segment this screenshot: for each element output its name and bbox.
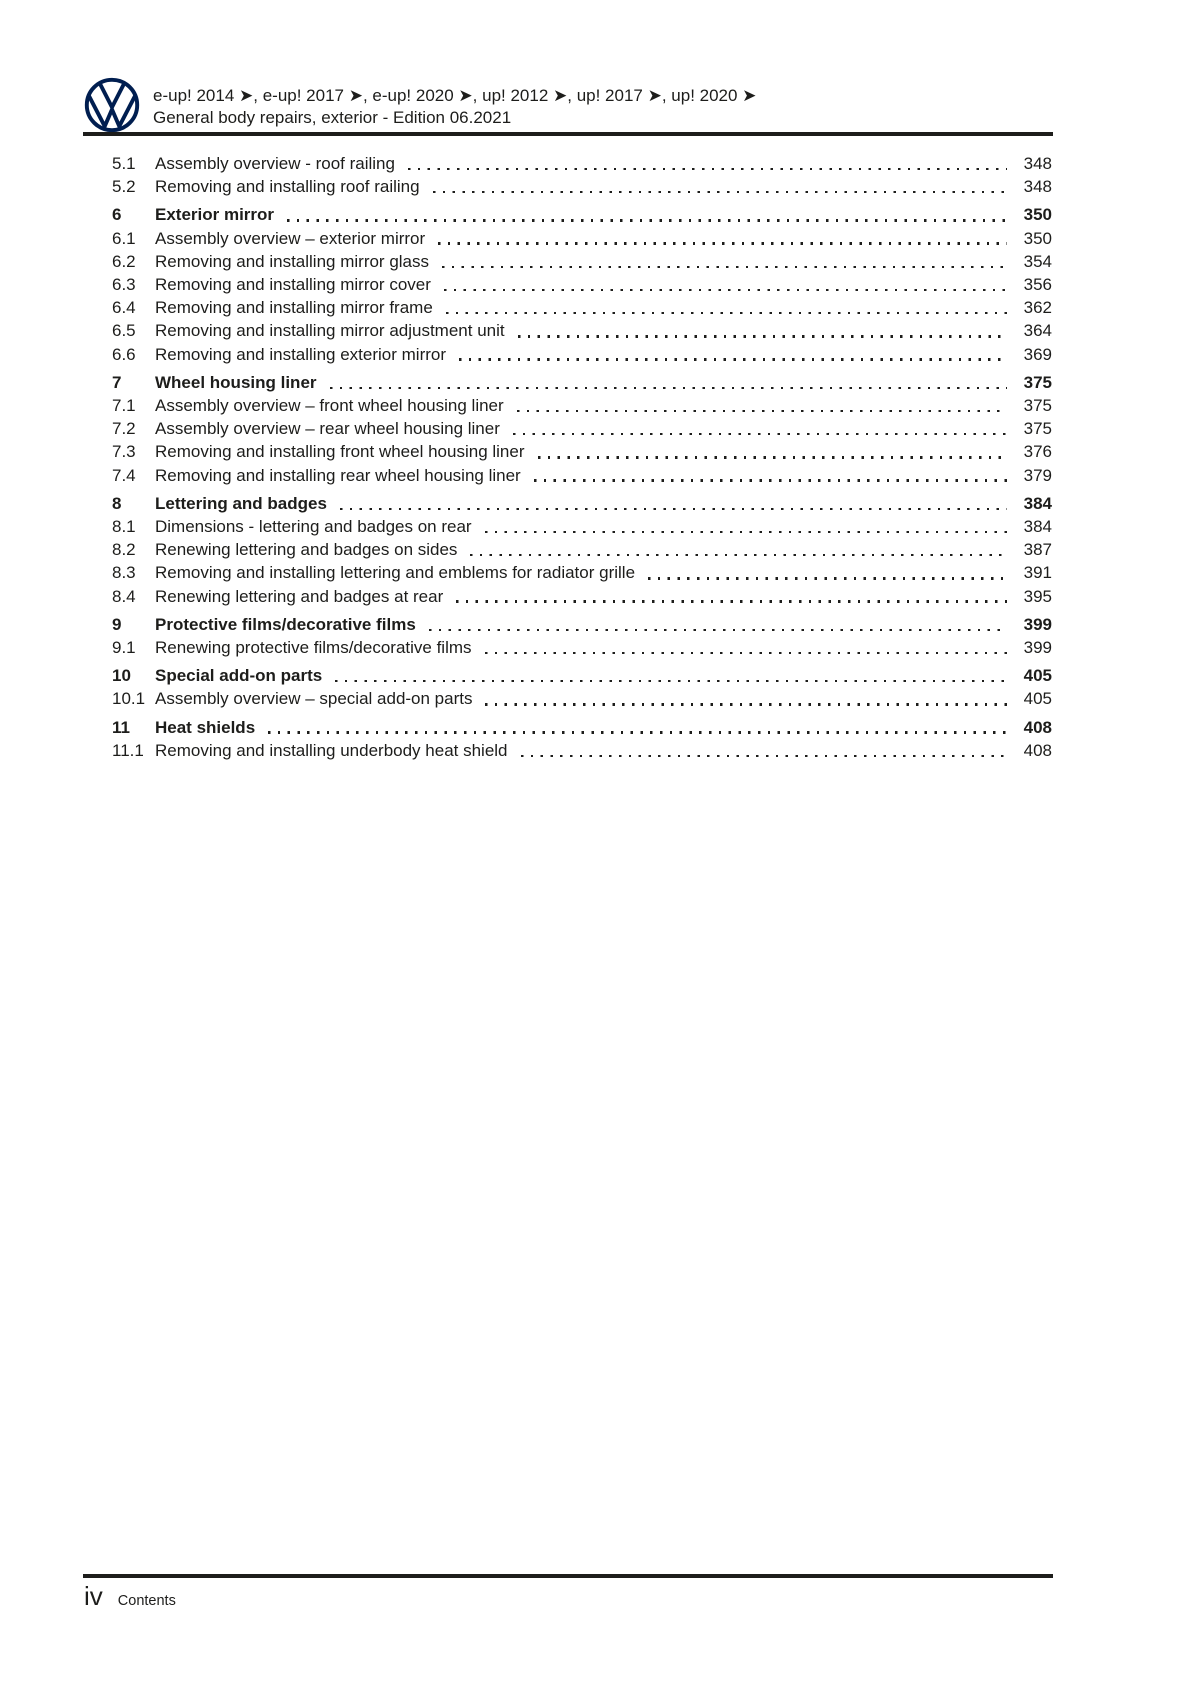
toc-dot-leader [513, 433, 1007, 435]
toc-dot-leader [408, 168, 1007, 170]
toc-entry-page: 405 [1023, 666, 1052, 686]
toc-entry-number: 8.4 [112, 586, 136, 606]
toc-entry-title: Removing and installing underbody heat shield [155, 740, 508, 760]
toc-entry-title: Removing and installing mirror cover [155, 275, 431, 295]
toc-entry-number: 7.1 [112, 396, 136, 416]
toc-entry-page: 362 [1023, 298, 1052, 318]
toc-entry-page: 405 [1023, 689, 1052, 709]
toc-entry-page: 375 [1023, 372, 1052, 392]
toc-entry [84, 492, 1052, 515]
toc-entry-page: 395 [1023, 586, 1052, 606]
toc-dot-leader [335, 680, 1007, 682]
toc-entry [84, 515, 1052, 538]
toc-entry-title: Removing and installing mirror frame [155, 298, 433, 318]
toc-entry-title: Renewing protective films/decorative films [155, 638, 472, 658]
footer-page-number: iv [84, 1581, 103, 1611]
toc-entry-page: 391 [1023, 563, 1052, 583]
toc-entry [84, 343, 1052, 366]
toc-entry-number: 6 [112, 205, 122, 225]
toc-entry-page: 399 [1023, 638, 1052, 658]
toc-dot-leader [470, 554, 1007, 556]
toc-entry-title: Special add-on parts [155, 666, 323, 686]
toc-entry-title: Removing and installing mirror glass [155, 251, 430, 271]
toc-dot-leader [446, 312, 1007, 314]
toc-entry [84, 739, 1052, 762]
toc-entry-title: Protective films/decorative films [155, 614, 416, 634]
toc-entry-title: Assembly overview – rear wheel housing liner [155, 419, 500, 439]
toc-dot-leader [438, 242, 1007, 244]
toc-dot-leader [330, 387, 1007, 389]
toc-entry-number: 6.6 [112, 344, 136, 364]
toc-entry-title: Assembly overview – front wheel housing liner [155, 396, 504, 416]
toc-entry [84, 250, 1052, 273]
toc-entry-title: Assembly overview – exterior mirror [155, 228, 426, 248]
toc-dot-leader [521, 755, 1007, 757]
toc-entry-number: 9.1 [112, 638, 136, 658]
toc-dot-leader [456, 600, 1007, 602]
header-rule [83, 132, 1053, 136]
toc-entry-title: Removing and installing front wheel housing liner [155, 442, 525, 462]
toc-entry-page: 375 [1023, 396, 1052, 416]
toc-entry-number: 11.1 [112, 740, 144, 760]
toc-entry [84, 319, 1052, 342]
toc-entry [84, 371, 1052, 394]
toc-entry [84, 561, 1052, 584]
toc-entry-number: 11 [112, 717, 130, 737]
toc-entry [84, 538, 1052, 561]
toc-dot-leader [459, 358, 1007, 360]
toc-dot-leader [517, 410, 1007, 412]
toc-entry-page: 375 [1023, 419, 1052, 439]
toc-dot-leader [442, 266, 1007, 268]
toc-entry [84, 440, 1052, 463]
table-of-contents [84, 152, 1052, 762]
toc-entry-page: 376 [1023, 442, 1052, 462]
toc-entry-number: 6.4 [112, 298, 136, 318]
toc-entry-number: 6.1 [112, 228, 136, 248]
toc-entry-title: Assembly overview – special add-on parts [155, 689, 473, 709]
toc-entry-title: Dimensions - lettering and badges on rear [155, 517, 472, 537]
header-edition-line: General body repairs, exterior - Edition 06.2021 [153, 107, 512, 127]
toc-dot-leader [287, 219, 1007, 221]
toc-entry [84, 464, 1052, 487]
toc-entry-page: 384 [1023, 493, 1052, 513]
toc-dot-leader [538, 456, 1008, 458]
toc-entry-page: 350 [1023, 228, 1052, 248]
toc-dot-leader [485, 531, 1007, 533]
toc-entry-page: 348 [1023, 154, 1052, 173]
toc-dot-leader [340, 508, 1007, 510]
toc-entry-number: 8.1 [112, 517, 136, 537]
toc-entry-page: 387 [1023, 540, 1052, 560]
toc-dot-leader [518, 335, 1007, 337]
toc-entry-title: Removing and installing roof railing [155, 177, 420, 197]
toc-entry-title: Removing and installing mirror adjustment unit [155, 321, 505, 341]
toc-dot-leader [534, 479, 1007, 481]
toc-entry-number: 7.4 [112, 465, 136, 485]
toc-entry-number: 8.2 [112, 540, 136, 560]
toc-entry-number: 5.2 [112, 177, 136, 197]
toc-entry-title: Heat shields [155, 717, 256, 737]
toc-entry-number: 7 [112, 372, 122, 392]
toc-dot-leader [648, 577, 1007, 579]
toc-entry-page: 348 [1023, 177, 1052, 197]
toc-entry-title: Exterior mirror [155, 205, 275, 225]
toc-entry [84, 227, 1052, 250]
toc-entry-page: 408 [1023, 740, 1052, 760]
toc-entry-title: Removing and installing rear wheel housing liner [155, 465, 521, 485]
toc-entry-page: 350 [1023, 205, 1052, 225]
toc-entry-title: Wheel housing liner [155, 372, 317, 392]
toc-entry-title: Lettering and badges [155, 493, 327, 513]
toc-dot-leader [429, 629, 1007, 631]
toc-dot-leader [268, 731, 1007, 733]
toc-dot-leader [485, 652, 1007, 654]
toc-entry-title: Renewing lettering and badges on sides [155, 540, 458, 560]
toc-entry-page: 364 [1023, 321, 1052, 341]
toc-entry [84, 152, 1052, 175]
toc-entry-page: 356 [1023, 275, 1052, 295]
toc-entry [84, 175, 1052, 198]
toc-entry-title: Removing and installing exterior mirror [155, 344, 447, 364]
toc-entry-number: 7.2 [112, 419, 136, 439]
toc-entry-title: Removing and installing lettering and emblems for radiator grille [155, 563, 636, 583]
toc-entry-number: 10 [112, 666, 131, 686]
toc-dot-leader [444, 289, 1007, 291]
toc-entry-page: 369 [1023, 344, 1052, 364]
toc-entry-number: 9 [112, 614, 122, 634]
toc-entry-number: 6.3 [112, 275, 136, 295]
toc-entry-number: 5.1 [112, 154, 136, 173]
toc-entry-number: 6.2 [112, 251, 136, 271]
toc-entry-number: 10.1 [112, 689, 146, 709]
footer-rule [83, 1574, 1053, 1578]
toc-entry-number: 7.3 [112, 442, 136, 462]
footer-contents-label: Contents [117, 1593, 176, 1609]
toc-entry-number: 8.3 [112, 563, 136, 583]
toc-entry-number: 6.5 [112, 321, 136, 341]
page-header [84, 76, 1052, 133]
header-text [153, 76, 756, 128]
header-model-line: e-up! 2014 ➤, e-up! 2017 ➤, e-up! 2020 ➤, up! 2012 ➤, up! 2017 ➤, up! 2020 ➤ [153, 86, 757, 105]
toc-entry [84, 417, 1052, 440]
toc-entry [84, 273, 1052, 296]
toc-entry [84, 687, 1052, 710]
toc-entry [84, 296, 1052, 319]
toc-dot-leader [433, 191, 1007, 193]
toc-entry-page: 354 [1023, 251, 1052, 271]
toc-dot-leader [485, 703, 1007, 705]
toc-entry-page: 384 [1023, 517, 1052, 537]
toc-entry [84, 664, 1052, 687]
toc-entry-page: 408 [1023, 717, 1052, 737]
toc-entry [84, 716, 1052, 739]
toc-entry-title: Assembly overview - roof railing [155, 154, 395, 173]
toc-entry [84, 636, 1052, 659]
toc-entry [84, 613, 1052, 636]
page-footer [84, 1583, 176, 1609]
toc-entry-page: 399 [1023, 614, 1052, 634]
vw-logo-icon [84, 77, 140, 133]
toc-entry [84, 203, 1052, 226]
toc-entry-page: 379 [1023, 465, 1052, 485]
toc-entry [84, 394, 1052, 417]
toc-entry-title: Renewing lettering and badges at rear [155, 586, 444, 606]
toc-entry-number: 8 [112, 493, 122, 513]
toc-entry [84, 585, 1052, 608]
